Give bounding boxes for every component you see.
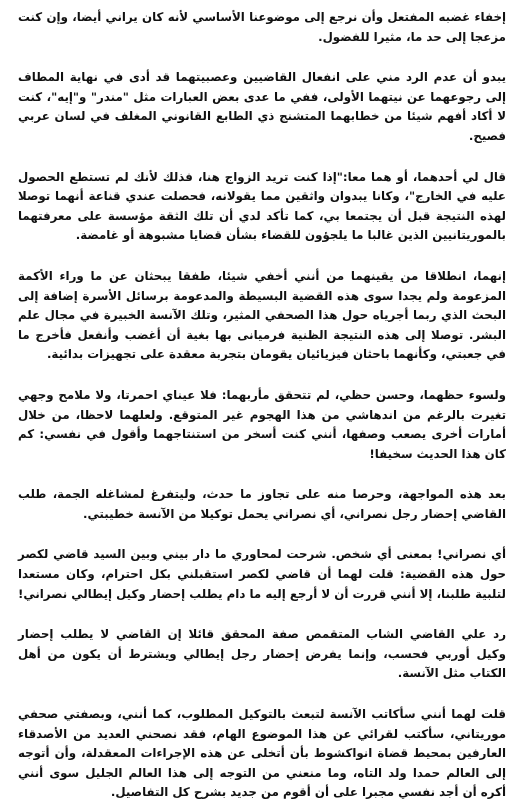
paragraph-1: إخفاء غضبه المفتعل وأن نرجع إلى موضوعنا الأساسي لأنه كان يراني أيضا، وإن كنت مزعجا إلى حد ما، مثيرا للفضول.	[18, 10, 506, 44]
paragraph-2: يبدو أن عدم الرد مني على انفعال القاضيين وعصبيتهما قد أدى في نهاية المطاف إلى رجوعهما عن نيتهما الأولى، ففي ما عدى بعض العبارات مثل "مندر" و"إيه"، كنت لا أكاد أفهم شيئا من خطابهما المتشنج ذي الطابع القانوني المغلف في لسان عربي فصيح.	[18, 70, 506, 143]
paragraph-8: رد علي القاضي الشاب المتقمص صفة المحقق قائلا إن القاضي لا يطلب إحضار وكيل أوربي فحسب، وإنما يفرض إحضار رجل إيطالي ويشترط أن يكون من أهل الكتاب مثل الآنسة.	[18, 627, 506, 681]
paragraph-4: إنهما، انطلاقا من يقينهما من أنني أخفي شيئا، طفقا يبحثان عن ما وراء الأكمة المزعومة ولم يجدا سوى هذه القضية البسيطة والمدعومة برسائل الأسرة إضافة إلى البحث الذي ربما أجرياه حول هذا الصحفي المثير، وتلك الآنسة الخبيرة في مجال علم البشر. توصلا إلى هذه النتيجة الظنية فرميانى بها بغية أن أغضب وأنفعل فأخرج ما في جعبتي، وكأنهما باحثان فيزيائيان يقومان بتجربة معقدة على تجهيزات بدائية.	[18, 268, 506, 362]
paragraph-3: قال لي أحدهما، أو هما معا:"إذا كنت تريد الزواج هنا، فذلك لأنك لم تستطع الحصول عليه في الخارج"، وكانا يبدوان واثقين مما يقولانه، فحصلت عندي قناعة أنهما توصلا لهذه النتيجة قبل أن يجتمعا بي، كما تأكد لدي أن تلك الثقة مؤسسة على معرفتهما بالموريتانيين الذين غالبا ما يلجؤون للقضاء بشأن قضايا مشبوهة أو غامضة.	[18, 169, 506, 243]
paragraph-5: ولسوء حظهما، وحسن حظي، لم تتحقق مأربهما: فلا عيناي احمرتا، ولا ملامح وجهي تغيرت بالرغم من اندهاشي من هذا الهجوم غير المتوقع. ولعلهما لاحظا، من خلال أمارات أخرى يصعب وصفها، أنني كنت أسخر من استنتاجهما وأقول في نفسي: كم كان هذا الحديث سخيفا!	[18, 387, 506, 461]
paragraph-6: بعد هذه المواجهة، وحرصا منه على تجاوز ما حدث، وليتفرغ لمشاغله الجمة، طلب القاضي إحضار رجل نصراني، أي نصراني يحمل توكيلا من الآنسة خطيبتي.	[18, 487, 506, 521]
paragraph-9: قلت لهما أنني سأكاتب الآنسة لتبعث بالتوكيل المطلوب، كما أنني، وبصفتي صحفي موريتاني، سأكتب لقرائي عن هذا الموضوع الهام، فقد نصحني العديد من الأصدقاء العارفين بمحيط قضاة انواكشوط بأن أتخلى عن هذه الإجراءات المعقدلة، وأن أتوجه إلى العالم حمدا ولد التاه، وما منعني من التوجه إلى هذا العالم الجليل سوى أنني أكره أن أجد نفسي مجبرا على أن أقوم من جديد بشرح كل التفاصيل.	[18, 707, 506, 800]
paragraph-7: أي نصراني! بمعنى أي شخص. شرحت لمحاوري ما دار بيني وبين السيد قاضي لكصر حول هذه القضية: قلت لهما أن قاضي لكصر استقبلني بكل احترام، وكان مستعدا لتلبية طلبنا، إلا أنني قررت أن لا أرجع إليه ما دام يطلب إحضار وكيل إيطالي نصراني!	[18, 547, 506, 601]
